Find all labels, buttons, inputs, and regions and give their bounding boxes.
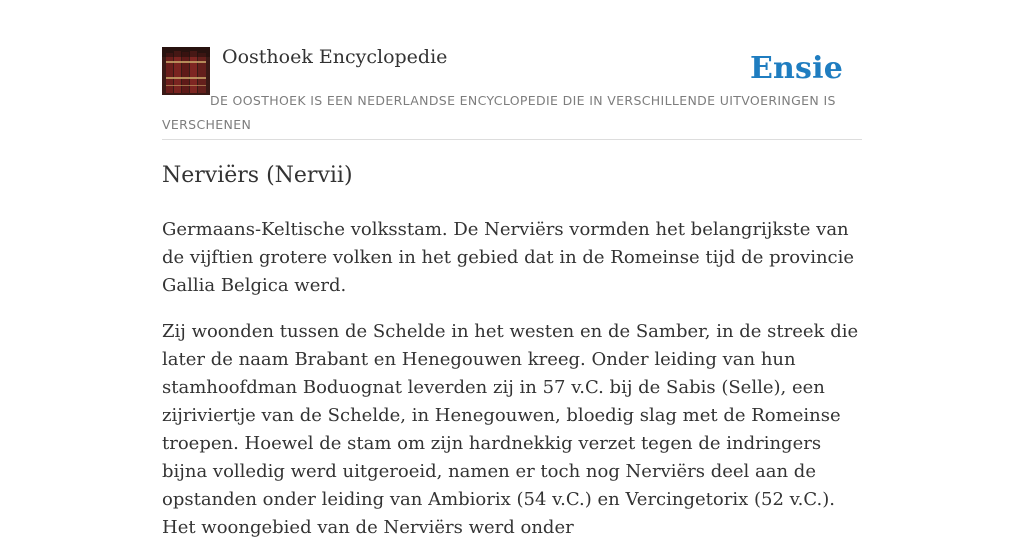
page [162,0,862,538]
site-tagline: DE OOSTHOEK IS EEN NEDERLANDSE ENCYCLOPEDIE DIE IN VERSCHILLENDE UITVOERINGEN IS VERSCHENEN [162,93,836,132]
article-title: Nerviërs (Nervii) [162,163,353,188]
brand-logo-link[interactable]: Ensie [749,51,843,86]
site-header [162,0,862,140]
encyclopedia-books-icon[interactable] [162,47,210,95]
site-name[interactable]: Oosthoek Encyclopedie [222,46,448,68]
article-body [162,216,862,560]
article-paragraph: Germaans-Keltische volksstam. De Nerviërs vormden het belangrijkste van de vijftien grotere volken in het gebied dat in de Romeinse tijd de provincie Gallia Belgica werd. [162,219,855,296]
article-paragraph: Zij woonden tussen de Schelde in het westen en de Samber, in de streek die later de naam Brabant en Henegouwen kreeg. Onder leiding van hun stamhoofdman Boduognat leverden zij in 57 v.C. bij de Sabis (Selle), een zijriviertje van de Schelde, in Henegouwen, bloedig slag met de Romeinse troepen. Hoewel de stam om zijn hardnekkig verzet tegen de indringers bijna volledig werd uitgeroeid, namen er toch nog Nerviërs deel aan de opstanden onder leiding van Ambiorix (54 v.C.) en Vercingetorix (52 v.C.). Het woongebied van de Nerviërs werd onder [162,321,859,538]
